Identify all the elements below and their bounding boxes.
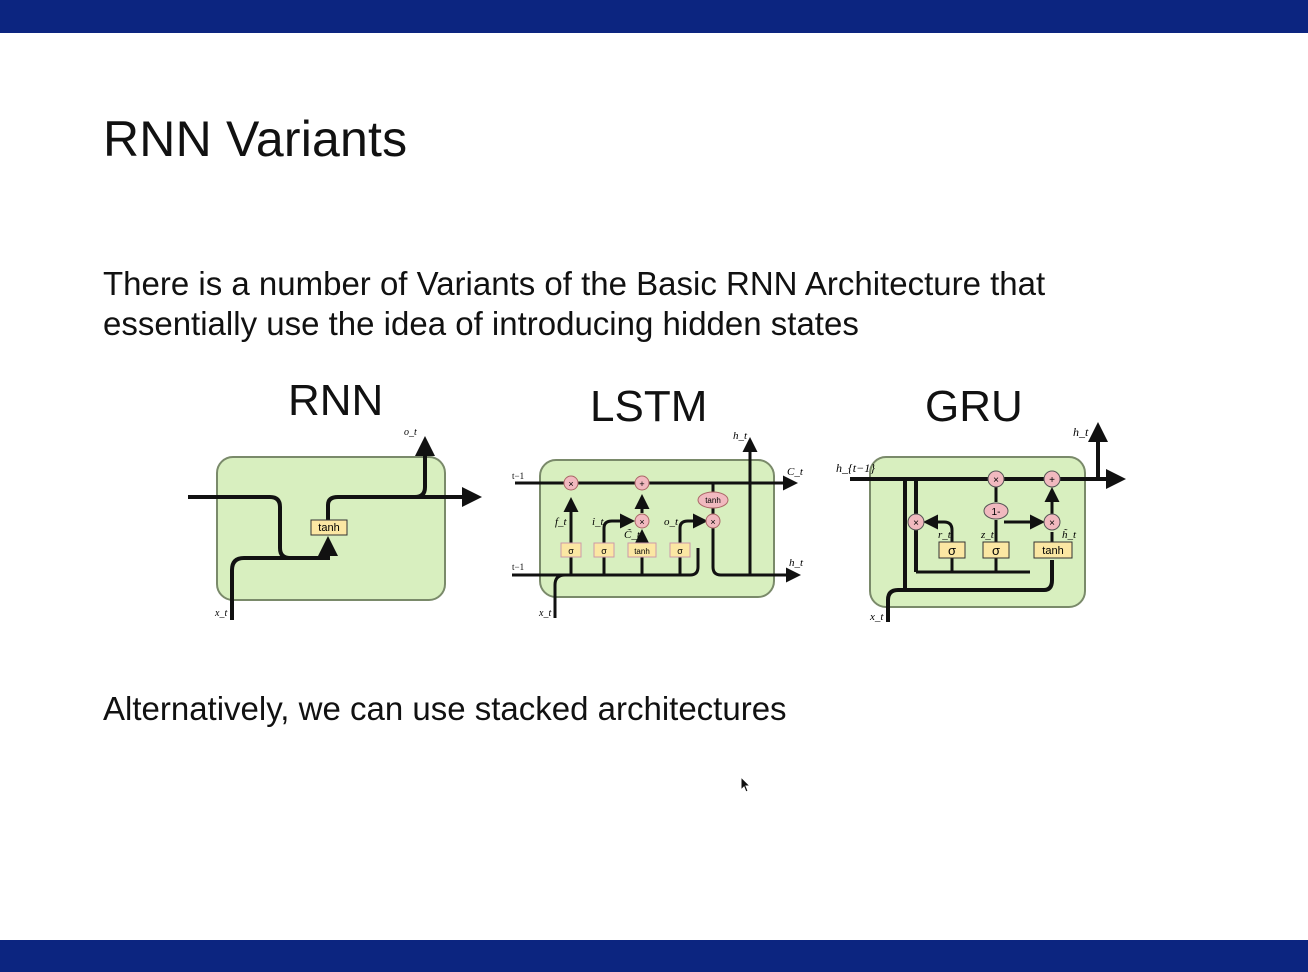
gru-gate-1: σ [947, 543, 957, 558]
gru-op-3: + [1049, 475, 1055, 486]
gru-x-label: x_t [870, 611, 884, 623]
lstm-gate-2: σ [601, 546, 607, 556]
slide-title: RNN Variants [103, 111, 408, 167]
lstm-op-2: + [639, 479, 645, 489]
gru-diagram [836, 425, 1122, 623]
lstm-h-in-label: t−1 [512, 562, 525, 572]
lstm-op-1: × [568, 479, 574, 489]
lstm-h-top-label: h_t [733, 430, 748, 442]
lstm-diagram [512, 430, 804, 619]
lstm-o-label: o_t [664, 516, 679, 528]
gru-hout-label: h_t [1073, 425, 1089, 439]
rnn-x-label: x_t [215, 608, 228, 619]
lstm-f-label: f_t [555, 516, 567, 528]
lstm-h-right-label: h_t [789, 557, 804, 569]
gru-op-1: × [913, 518, 919, 529]
mouse-cursor-icon [740, 776, 752, 794]
gru-z-label: z_t [981, 529, 994, 541]
lstm-c-in-label: t−1 [512, 471, 525, 481]
rnn-tanh-text: tanh [318, 522, 340, 534]
lstm-gate-3: tanh [634, 547, 650, 556]
lstm-label: LSTM [590, 382, 708, 431]
lstm-x-label: x_t [539, 608, 552, 619]
rnn-label: RNN [288, 376, 384, 425]
lstm-op-3: × [639, 517, 645, 527]
gru-op-4: × [1049, 518, 1055, 529]
gru-hin-label: h_{t−1} [836, 461, 876, 475]
lstm-gate-1: σ [568, 546, 574, 556]
bottom-banner [0, 940, 1308, 972]
gru-gate-2: σ [991, 543, 1001, 558]
lstm-i-label: i_t [592, 516, 604, 528]
gru-one-minus-text: 1- [991, 507, 1001, 518]
intro-line-1: There is a number of Variants of the Basic RNN Architecture that [103, 265, 1046, 302]
lstm-op-4: × [710, 517, 716, 527]
rnn-diagram [188, 427, 478, 620]
gru-htilde-label: h̃_t [1062, 529, 1077, 541]
gru-op-2: × [993, 475, 999, 486]
lstm-tanh-op-text: tanh [705, 496, 721, 505]
stacked-note: Alternatively, we can use stacked architectures [103, 690, 787, 727]
lstm-c-label: C_t [787, 466, 803, 478]
intro-line-2: essentially use the idea of introducing hidden states [103, 305, 859, 342]
lstm-gate-4: σ [677, 546, 683, 556]
gru-label: GRU [925, 382, 1023, 431]
lstm-ctilde-label: C̃_t [624, 529, 640, 541]
gru-gate-3: tanh [1042, 545, 1064, 557]
rnn-o-label: o_t [404, 427, 417, 438]
gru-r-label: r_t [938, 529, 951, 541]
